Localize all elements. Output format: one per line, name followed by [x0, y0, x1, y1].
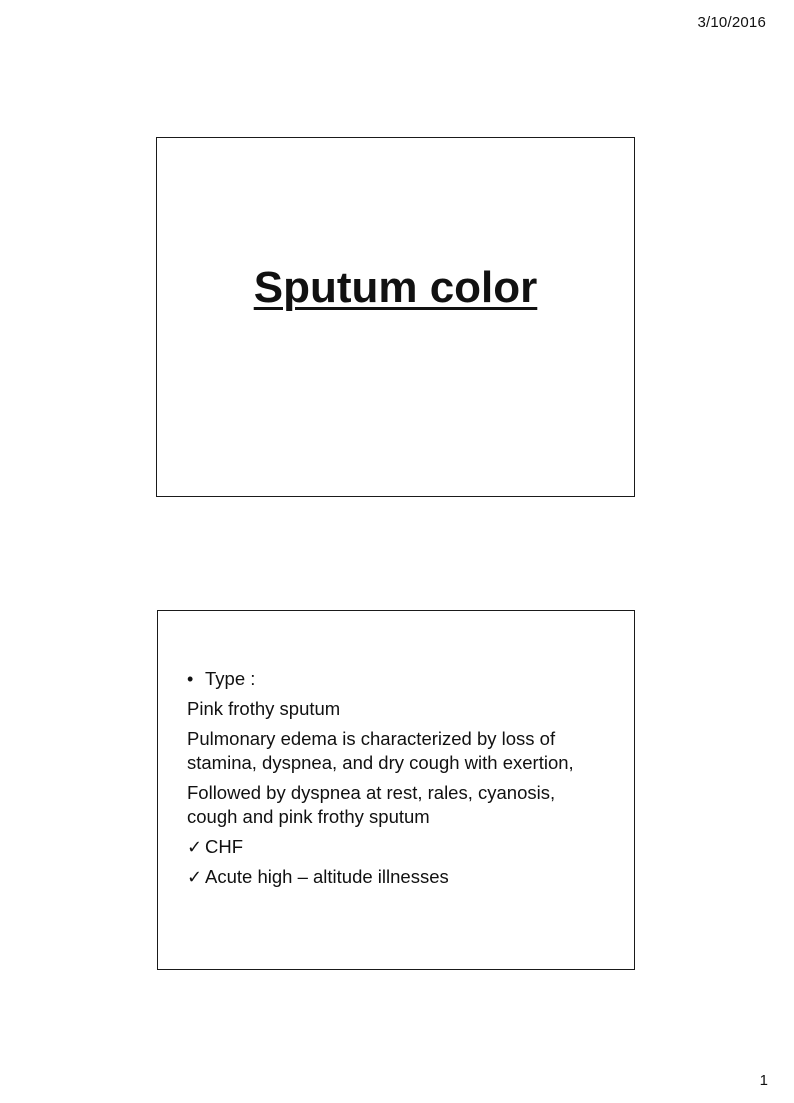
bullet-item: [187, 667, 607, 691]
check-text: CHF: [205, 836, 244, 857]
slide-1: [156, 137, 635, 497]
paragraph-pulmonary-edema: Pulmonary edema is characterized by loss of stamina, dyspnea, and dry cough with exertion,: [187, 728, 574, 773]
bullet-text: Type :: [205, 668, 256, 689]
paragraph-followed-by: Followed by dyspnea at rest, rales, cyanosis, cough and pink frothy sputum: [187, 782, 556, 827]
check-item-altitude: [187, 865, 607, 889]
checkmark-icon: ✓: [187, 837, 203, 857]
checkmark-icon: ✓: [187, 867, 203, 887]
check-text: Acute high – altitude illnesses: [205, 866, 449, 887]
check-item-chf: [187, 835, 607, 859]
slide-2: [157, 610, 635, 970]
slide-title: [157, 263, 634, 312]
bullet-dot-icon: •: [187, 669, 194, 689]
page-number: 1: [759, 1072, 768, 1089]
paragraph-sputum-type: Pink frothy sputum: [187, 698, 341, 719]
slide-body: [187, 667, 607, 895]
slide-title-text: Sputum color: [253, 263, 538, 312]
print-date: 3/10/2016: [697, 14, 766, 31]
